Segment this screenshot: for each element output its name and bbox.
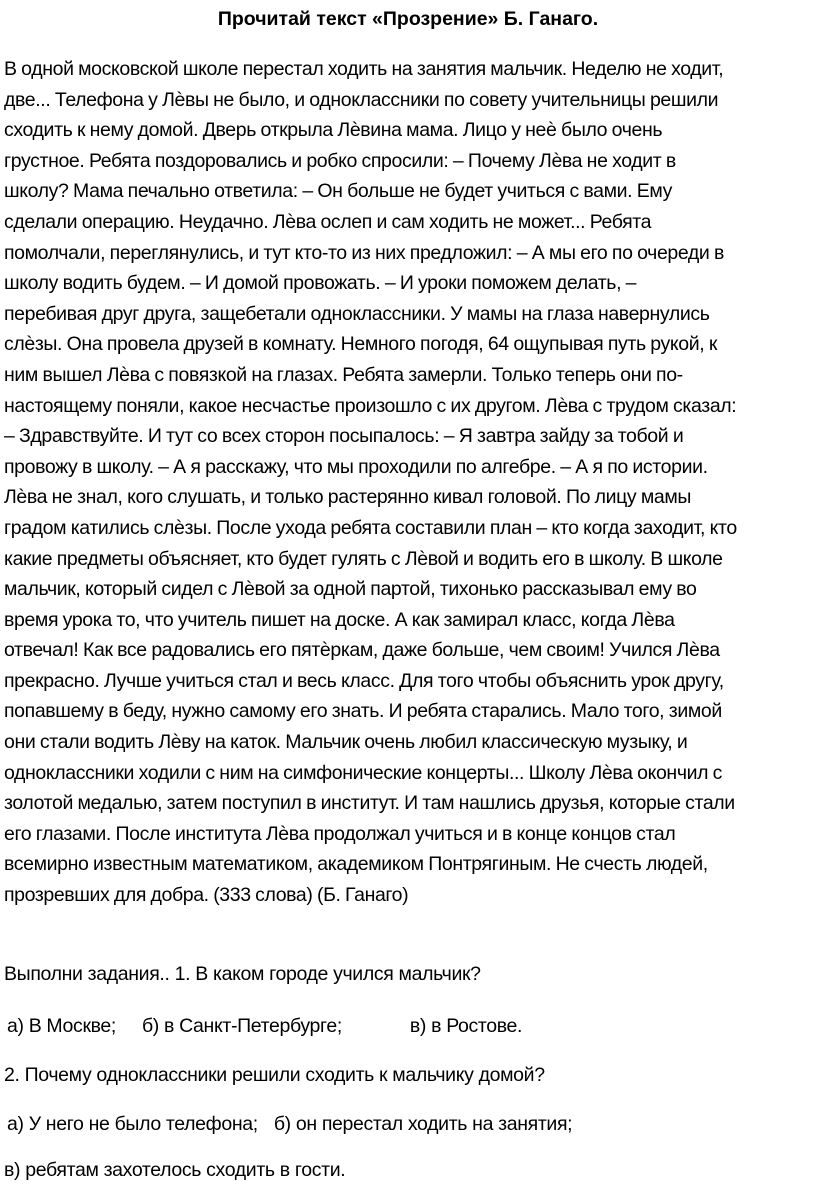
story-line: они стали водить Лѐву на каток. Мальчик очень любил классическую музыку, и — [4, 731, 688, 754]
story-line: прозревших для добра. (333 слова) (Б. Ганаго) — [4, 884, 409, 907]
story-line: прекрасно. Лучше учиться стал и весь класс. Для того чтобы объяснить урок другу, — [4, 669, 724, 692]
story-line: школу водить будем. – И домой провожать. – И уроки поможем делать, – — [4, 272, 637, 295]
story-line: грустное. Ребята поздоровались и робко спросили: – Почему Лѐва не ходит в — [4, 149, 676, 172]
story-line: сделали операцию. Неудачно. Лѐва ослеп и сам ходить не может... Ребята — [4, 210, 652, 233]
story-line: перебивая друг друга, защебетали одноклассники. У мамы на глаза навернулись — [4, 302, 710, 325]
story-line: слѐзы. Она провела друзей в комнату. Немного погодя, 64 ощупывая путь рукой, к — [4, 333, 717, 356]
story-line: настоящему поняли, какое несчастье произошло с их другом. Лѐва с трудом сказал: — [4, 394, 737, 417]
question-2: 2. Почему одноклассники решили сходить к мальчику домой? — [4, 1064, 545, 1086]
story-line: помолчали, переглянулись, и тут кто-то из них предложил: – А мы его по очереди в — [4, 241, 724, 264]
story-line: мальчик, который сидел с Лѐвой за одной партой, тихонько рассказывал ему во — [4, 578, 697, 601]
story-line: Лѐва не знал, кого слушать, и только растерянно кивал головой. По лицу мамы — [4, 486, 691, 509]
story-line: ним вышел Лѐва с повязкой на глазах. Ребята замерли. Только теперь они по- — [4, 363, 683, 386]
story-line: градом катились слѐзы. После ухода ребята составили план – кто когда заходит, кто — [4, 516, 737, 539]
story-line: сходить к нему домой. Дверь открыла Лѐвина мама. Лицо у неѐ было очень — [4, 119, 663, 142]
question-1: Выполни задания.. 1. В каком городе учился мальчик? — [4, 963, 481, 985]
story-line: золотой медалью, затем поступил в институт. И там нашлись друзья, которые стали — [4, 792, 735, 815]
story-line: провожу в школу. – А я расскажу, что мы проходили по алгебре. – А я по истории. — [4, 455, 708, 478]
story-line: одноклассники ходили с ним на симфонические концерты... Школу Лѐва окончил с — [4, 761, 723, 784]
question-2-option-b: б) он перестал ходить на занятия; — [273, 1113, 573, 1135]
story-line: время урока то, что учитель пишет на доске. А как замирал класс, когда Лѐва — [4, 608, 675, 631]
story-line: две... Телефона у Лѐвы не было, и одноклассники по совету учительницы решили — [4, 88, 719, 111]
question-1-option-a: а) В Москве; — [7, 1015, 116, 1037]
story-line: попавшему в беду, нужно самому его знать. И ребята старались. Мало того, зимой — [4, 700, 722, 723]
story-line: – Здравствуйте. И тут со всех сторон посыпалось: – Я завтра зайду за тобой и — [4, 425, 684, 448]
story-line: всемирно известным математиком, академиком Понтрягиным. Не счесть людей, — [4, 853, 708, 876]
story-line: его глазами. После института Лѐва продолжал учиться и в конце концов стал — [4, 822, 676, 845]
question-2-option-c: в) ребятам захотелось сходить в гости. — [4, 1159, 346, 1181]
story-line: школу? Мама печально ответила: – Он больше не будет учиться с вами. Ему — [4, 180, 672, 203]
question-2-options — [4, 1111, 572, 1137]
question-2-option-a: а) У него не было телефона; — [7, 1113, 258, 1135]
story-text — [4, 54, 812, 911]
story-line: какие предметы объясняет, кто будет гулять с Лѐвой и водить его в школу. В школе — [4, 547, 723, 570]
question-1-option-b: б) в Санкт-Петербурге; — [141, 1015, 342, 1037]
story-line: отвечал! Как все радовались его пятѐркам, даже больше, чем своим! Учился Лѐва — [4, 639, 720, 662]
page-title: Прочитай текст «Прозрение» Б. Ганаго. — [217, 8, 599, 30]
story-line: В одной московской школе перестал ходить на занятия мальчик. Неделю не ходит, — [4, 58, 724, 80]
question-1-options — [4, 1013, 522, 1039]
question-1-option-c: в) в Ростове. — [409, 1015, 523, 1037]
